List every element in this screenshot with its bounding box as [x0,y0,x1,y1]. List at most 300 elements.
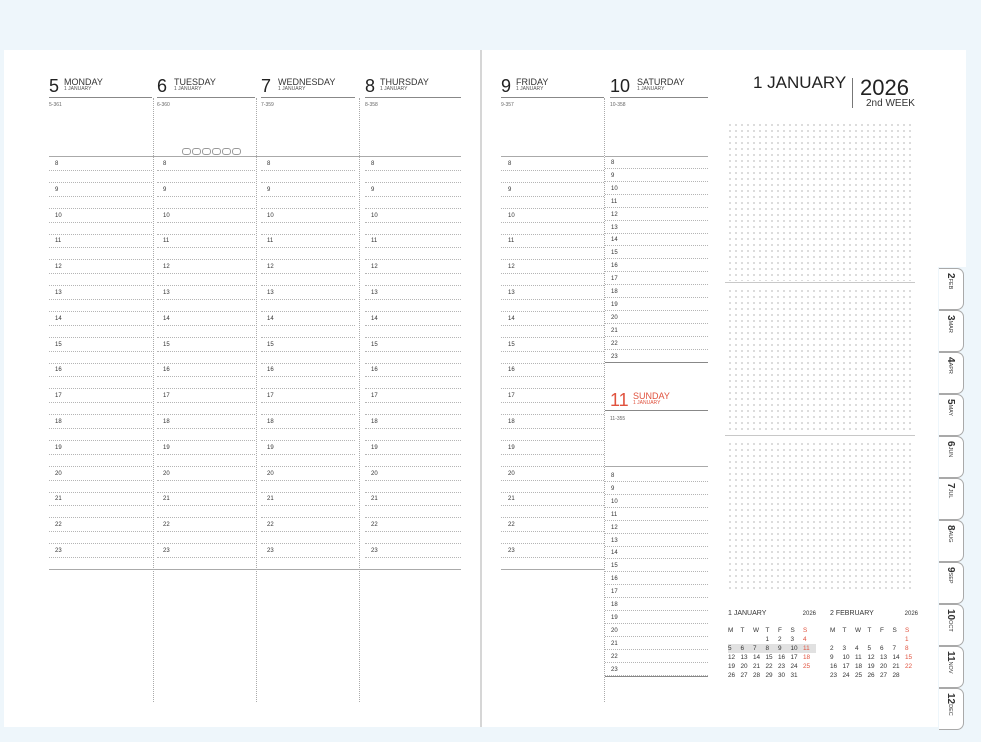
hour-label: 12 [163,264,170,271]
half-hour-line[interactable] [365,543,461,544]
half-hour-line[interactable] [157,259,255,260]
month-tab-abbr: MAY [947,404,953,417]
hour-line[interactable] [157,325,255,326]
hour-line[interactable] [605,271,708,272]
day-month: 1 JANUARY [278,86,306,92]
hour-line[interactable] [605,194,708,195]
half-hour-line[interactable] [49,363,152,364]
half-hour-line[interactable] [365,259,461,260]
hour-line[interactable] [605,636,708,637]
half-hour-line[interactable] [157,337,255,338]
hour-line[interactable] [605,207,708,208]
half-hour-line[interactable] [501,208,604,209]
day-header-rule [49,97,152,98]
moon-phase-icon [182,148,191,155]
hour-line[interactable] [605,597,708,598]
hour-label: 11 [55,238,62,245]
hour-label: 13 [611,224,618,231]
hour-line[interactable] [365,531,461,532]
half-hour-line[interactable] [501,285,604,286]
half-hour-line[interactable] [501,440,604,441]
half-hour-line[interactable] [49,234,152,235]
hour-label: 23 [163,548,170,554]
half-hour-line[interactable] [157,517,255,518]
hour-line[interactable] [365,273,461,274]
half-hour-line[interactable] [261,388,355,389]
month-tab-number: 11 [945,651,956,662]
hour-line[interactable] [365,428,461,429]
half-hour-line[interactable] [261,543,355,544]
month-tab-abbr: SEP [947,572,953,584]
half-hour-line[interactable] [365,492,461,493]
hour-line[interactable] [501,325,604,326]
half-hour-line[interactable] [49,517,152,518]
calendar-day: 10 [791,644,804,653]
hour-label: 21 [55,496,62,503]
half-hour-line[interactable] [365,517,461,518]
hour-label: 14 [611,550,618,557]
hour-line[interactable] [365,402,461,403]
hour-label: 19 [611,301,618,308]
half-hour-line[interactable] [157,466,255,467]
hour-line[interactable] [501,247,604,248]
hour-label: 18 [508,419,515,425]
half-hour-line[interactable] [261,363,355,364]
half-hour-line[interactable] [49,311,152,312]
hour-line[interactable] [605,558,708,559]
column-divider [256,98,257,702]
month-tab-label [945,609,955,632]
half-hour-line[interactable] [49,466,152,467]
mini-calendar-year: 2026 [904,611,918,617]
day-name: THURSDAY [380,77,429,87]
saturday-end-rule [605,362,708,363]
half-hour-line[interactable] [157,208,255,209]
hour-line[interactable] [157,196,255,197]
day-header-mon [49,76,152,96]
moon-phase-icon [232,148,241,155]
month-tab-sep[interactable] [939,562,964,604]
calendar-day: 17 [790,654,798,661]
calendar-day [753,635,766,644]
half-hour-line[interactable] [49,543,152,544]
month-tab-jun[interactable] [939,436,964,478]
half-hour-line[interactable] [365,363,461,364]
hour-label: 20 [163,470,170,477]
hour-line[interactable] [365,557,461,558]
hour-line[interactable] [49,505,152,506]
allday-rule [605,156,708,157]
half-hour-line[interactable] [49,388,152,389]
half-hour-line[interactable] [261,337,355,338]
half-hour-line[interactable] [261,182,355,183]
month-tab-nov[interactable] [939,646,964,688]
hour-line[interactable] [261,170,355,171]
half-hour-line[interactable] [501,363,604,364]
calendar-day: 17 [842,663,850,670]
calendar-day: 11 [855,654,862,661]
hour-line[interactable] [157,428,255,429]
hour-label: 21 [611,327,618,334]
hour-line[interactable] [157,247,255,248]
calendar-day: 7 [753,644,766,653]
hour-line[interactable] [49,222,152,223]
half-hour-line[interactable] [261,466,355,467]
hour-line[interactable] [49,351,152,352]
calendar-day: 16 [778,654,786,661]
half-hour-line[interactable] [261,440,355,441]
half-hour-line[interactable] [261,311,355,312]
hour-line[interactable] [501,402,604,403]
hour-line[interactable] [605,610,708,611]
hour-label: 14 [267,315,274,322]
timeline-end-rule [501,569,604,570]
hour-line[interactable] [157,454,255,455]
day-name: WEDNESDAY [278,77,336,87]
weekday-label: M [830,627,836,634]
hour-line[interactable] [501,428,604,429]
hour-line[interactable] [49,376,152,377]
half-hour-line[interactable] [365,234,461,235]
hour-line[interactable] [501,531,604,532]
hour-label: 18 [611,602,618,608]
hour-label: 10 [508,212,515,219]
hour-line[interactable] [605,181,708,182]
mini-calendar-year: 2026 [802,611,816,617]
half-hour-line[interactable] [49,492,152,493]
hour-label: 19 [611,614,618,621]
half-hour-line[interactable] [501,259,604,260]
half-hour-line[interactable] [261,285,355,286]
hour-line[interactable] [157,299,255,300]
calendar-day [803,671,816,680]
calendar-day [880,635,893,644]
hour-label: 10 [267,212,274,219]
hour-line[interactable] [49,557,152,558]
hour-line[interactable] [261,222,355,223]
calendar-day: 2 [778,636,782,643]
day-header-thu [365,76,461,96]
hour-label: 12 [267,264,274,271]
half-hour-line[interactable] [49,208,152,209]
month-tab-abbr: MAR [947,320,953,333]
month-tab-apr[interactable] [939,352,964,394]
hour-line[interactable] [157,376,255,377]
hour-line[interactable] [605,168,708,169]
half-hour-line[interactable] [501,492,604,493]
half-hour-line[interactable] [49,259,152,260]
half-hour-line[interactable] [49,337,152,338]
hour-line[interactable] [605,481,708,482]
hour-line[interactable] [365,454,461,455]
hour-line[interactable] [365,376,461,377]
hour-line[interactable] [261,299,355,300]
calendar-day: 13 [880,654,888,661]
hour-line[interactable] [501,557,604,558]
half-hour-line[interactable] [501,466,604,467]
half-hour-line[interactable] [261,414,355,415]
half-hour-line[interactable] [365,388,461,389]
half-hour-line[interactable] [501,388,604,389]
month-tab-label [945,567,955,584]
half-hour-line[interactable] [261,259,355,260]
hour-line[interactable] [157,222,255,223]
hour-line[interactable] [605,623,708,624]
calendar-day: 21 [753,663,761,670]
day-month: 1 JANUARY [637,86,665,92]
half-hour-line[interactable] [157,311,255,312]
hour-line[interactable] [605,546,708,547]
hour-line[interactable] [605,258,708,259]
notes-divider [725,435,915,436]
hour-line[interactable] [261,428,355,429]
hour-line[interactable] [49,402,152,403]
hour-line[interactable] [157,402,255,403]
hour-label: 10 [611,498,618,505]
half-hour-line[interactable] [261,492,355,493]
hour-label: 23 [55,548,62,554]
hour-label: 15 [371,341,378,348]
moon-phase-icon [202,148,211,155]
hour-line[interactable] [365,351,461,352]
hour-line[interactable] [157,351,255,352]
hour-line[interactable] [365,325,461,326]
hour-line[interactable] [49,196,152,197]
half-hour-line[interactable] [157,440,255,441]
hour-line[interactable] [261,402,355,403]
hour-line[interactable] [365,196,461,197]
month-tab-feb[interactable] [939,268,964,310]
hour-label: 22 [371,522,378,529]
hour-line[interactable] [605,571,708,572]
hour-line[interactable] [501,170,604,171]
hour-line[interactable] [261,454,355,455]
hour-line[interactable] [157,273,255,274]
half-hour-line[interactable] [501,337,604,338]
half-hour-line[interactable] [49,182,152,183]
half-hour-line[interactable] [365,285,461,286]
hour-line[interactable] [365,170,461,171]
hour-label: 20 [611,627,618,634]
hour-line[interactable] [605,584,708,585]
hour-line[interactable] [49,480,152,481]
column-divider [359,98,360,702]
day-number: 10 [610,76,631,96]
dot-grid-notes-3[interactable] [725,440,915,590]
hour-line[interactable] [501,376,604,377]
hour-label: 14 [611,237,618,244]
hour-line[interactable] [605,494,708,495]
month-tab-may[interactable] [939,394,964,436]
hour-line[interactable] [49,273,152,274]
hour-label: 11 [611,511,618,518]
day-number: 8 [365,76,376,96]
hour-label: 23 [508,548,515,554]
half-hour-line[interactable] [49,440,152,441]
hour-line[interactable] [501,299,604,300]
hour-line[interactable] [49,531,152,532]
month-tab-oct[interactable] [939,604,964,646]
hour-label: 16 [611,576,618,583]
hour-line[interactable] [261,505,355,506]
hour-line[interactable] [501,505,604,506]
calendar-day: 25 [803,663,811,670]
half-hour-line[interactable] [365,440,461,441]
half-hour-line[interactable] [157,492,255,493]
hour-line[interactable] [605,323,708,324]
dot-grid-notes-2[interactable] [725,287,915,433]
calendar-day [741,635,754,644]
half-hour-line[interactable] [501,517,604,518]
hour-line[interactable] [157,531,255,532]
month-tab-mar[interactable] [939,310,964,352]
half-hour-line[interactable] [501,182,604,183]
hour-line[interactable] [501,222,604,223]
calendar-day: 6 [880,645,884,652]
hour-label: 14 [371,315,378,322]
mini-calendar-grid [830,626,918,680]
allday-rule [501,156,604,157]
hour-line[interactable] [157,505,255,506]
hour-label: 22 [611,653,618,660]
half-hour-line[interactable] [157,414,255,415]
hour-line[interactable] [261,325,355,326]
month-tab-label [945,651,955,674]
hour-line[interactable] [365,247,461,248]
calendar-day: 3 [842,645,847,652]
day-header-rule [365,97,461,98]
moon-phases [182,148,241,154]
hour-label: 22 [508,522,515,529]
hour-line[interactable] [261,480,355,481]
half-hour-line[interactable] [157,363,255,364]
month-tab-abbr: JUL [947,488,953,499]
month-tab-aug[interactable] [939,520,964,562]
moon-phase-icon [212,148,221,155]
half-hour-line[interactable] [49,414,152,415]
hour-line[interactable] [49,428,152,429]
hour-line[interactable] [501,351,604,352]
hour-label: 9 [611,485,615,492]
half-hour-line[interactable] [501,414,604,415]
half-hour-line[interactable] [501,543,604,544]
calendar-day: 24 [842,672,850,679]
hour-line[interactable] [49,454,152,455]
hour-line[interactable] [605,245,708,246]
half-hour-line[interactable] [261,234,355,235]
hour-line[interactable] [605,533,708,534]
half-hour-line[interactable] [365,311,461,312]
hour-line[interactable] [365,505,461,506]
half-hour-line[interactable] [157,182,255,183]
half-hour-line[interactable] [157,285,255,286]
hour-label: 15 [611,563,618,570]
calendar-day: 1 [765,636,770,643]
calendar-day: 5 [867,645,872,652]
month-tab-dec[interactable] [939,688,964,730]
hour-line[interactable] [501,196,604,197]
half-hour-line[interactable] [365,414,461,415]
calendar-day [830,635,843,644]
hour-line[interactable] [501,273,604,274]
month-tab-jul[interactable] [939,478,964,520]
hour-line[interactable] [157,170,255,171]
timeline-end-rule [49,569,461,570]
half-hour-line[interactable] [365,182,461,183]
calendar-day: 25 [855,672,863,679]
dot-grid-notes-1[interactable] [725,121,915,281]
hour-line[interactable] [605,507,708,508]
hour-line[interactable] [49,170,152,171]
hour-line[interactable] [365,480,461,481]
mini-calendar-title: 1 JANUARY [728,610,767,617]
hour-label: 16 [55,367,62,374]
half-hour-line[interactable] [365,208,461,209]
hour-line[interactable] [261,196,355,197]
hour-line[interactable] [605,349,708,350]
hour-line[interactable] [365,299,461,300]
half-hour-line[interactable] [157,543,255,544]
hour-line[interactable] [605,297,708,298]
hour-line[interactable] [49,325,152,326]
hour-line[interactable] [501,454,604,455]
half-hour-line[interactable] [157,234,255,235]
hour-label: 8 [163,161,167,167]
hour-line[interactable] [261,273,355,274]
half-hour-line[interactable] [261,208,355,209]
hour-label: 19 [55,444,62,451]
weekday-label: T [740,627,745,634]
hour-line[interactable] [49,247,152,248]
half-hour-line[interactable] [501,234,604,235]
hour-line[interactable] [605,336,708,337]
hour-label: 10 [611,185,618,192]
hour-line[interactable] [605,520,708,521]
hour-line[interactable] [261,351,355,352]
hour-line[interactable] [365,222,461,223]
hour-line[interactable] [261,557,355,558]
calendar-day: 15 [905,654,913,661]
month-tab-number: 2 [945,273,956,279]
half-hour-line[interactable] [157,388,255,389]
hour-label: 15 [611,250,618,257]
day-header-wed [261,76,355,96]
hour-line[interactable] [605,649,708,650]
hour-line[interactable] [261,247,355,248]
weekday-label: F [778,627,782,634]
hour-line[interactable] [157,480,255,481]
hour-label: 9 [163,186,167,193]
hour-line[interactable] [49,299,152,300]
calendar-day: 8 [766,644,779,653]
hour-line[interactable] [605,233,708,234]
half-hour-line[interactable] [501,311,604,312]
half-hour-line[interactable] [365,337,461,338]
hour-line[interactable] [605,662,708,663]
half-hour-line[interactable] [261,517,355,518]
hour-line[interactable] [261,376,355,377]
month-tab-number: 12 [945,693,956,705]
half-hour-line[interactable] [49,285,152,286]
hour-line[interactable] [605,310,708,311]
hour-line[interactable] [157,557,255,558]
half-hour-line[interactable] [365,466,461,467]
hour-line[interactable] [261,531,355,532]
hour-line[interactable] [605,284,708,285]
hour-line[interactable] [605,220,708,221]
hour-label: 12 [371,264,378,271]
hour-line[interactable] [501,480,604,481]
